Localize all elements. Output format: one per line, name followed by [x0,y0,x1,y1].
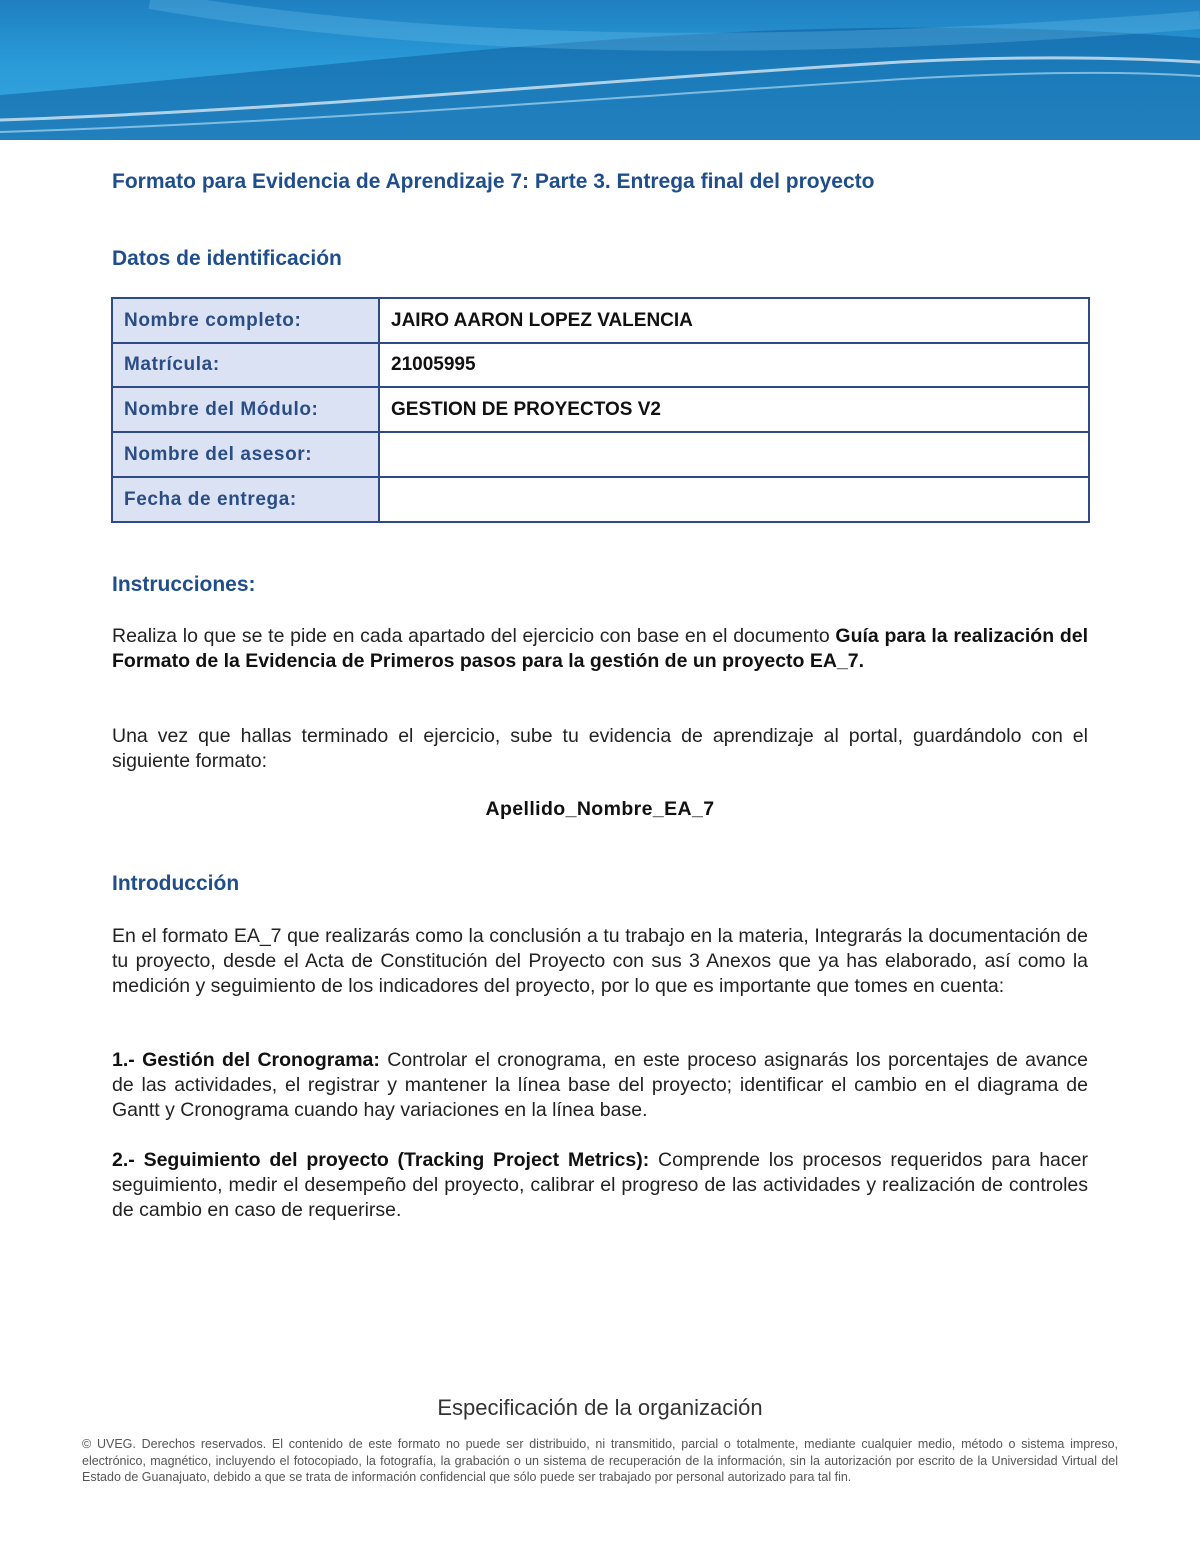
schedule-item-title: 1.- Gestión del Cronograma: [112,1049,380,1071]
full-name-value: JAIRO AARON LOPEZ VALENCIA [379,298,1089,343]
banner-wave-graphic [0,0,1200,140]
table-row [112,477,1089,522]
tracking-item [112,1148,1088,1223]
row-label: Nombre del asesor: [112,432,379,477]
table-row [112,343,1089,387]
enrollment-value: 21005995 [379,343,1089,387]
introduction-heading: Introducción [112,872,240,895]
upload-instructions: Una vez que hallas terminado el ejercicio, sube tu evidencia de aprendizaje al portal, guardándolo con el siguiente formato: [112,725,1088,772]
table-row [112,298,1089,343]
row-label: Fecha de entrega: [112,477,379,522]
table-row [112,432,1089,477]
schedule-item-text: Controlar el cronograma, en este proceso asignarás los porcentajes de avance de las actividades, el registrar y mantener la línea base del proyecto; identificar el cambio en el diagrama de Gantt y Cronograma cuando hay variaciones en la línea base. [112,1049,1088,1121]
tracking-item-title: 2.- Seguimiento del proyecto (Tracking Project Metrics): [112,1149,650,1171]
footer-legal-notice: © UVEG. Derechos reservados. El contenido de este formato no puede ser distribuido, ni transmitido, parcial o totalmente, mediante cualquier medio, método o sistema impreso, electrónico, magnético, incluyendo el fotocopiado, la fotografía, la grabación o un sistema de recuperación de la información, sin la autorización por escrito de la Universidad Virtual del Estado de Guanajuato, debido a que se trata de información confidencial que sólo puede ser trabajado por personal autorizado para tal fin. [82,1437,1118,1484]
guide-reference: Guía para la realización del Formato de la Evidencia de Primeros pasos para la gestión de un proyecto EA_7. [112,625,1089,672]
identification-table [111,297,1090,523]
schedule-item [112,1048,1088,1123]
footer-title: Especificación de la organización [437,1395,763,1420]
instructions-paragraph [112,624,1088,674]
instructions-text: Realiza lo que se te pide en cada apartado del ejercicio con base en el documento [112,625,836,647]
identification-heading: Datos de identificación [112,247,342,270]
tracking-item-text: Comprende los procesos requeridos para hacer seguimiento, medir el desempeño del proyecto, calibrar el progreso de las actividades y realización de controles de cambio en caso de requerirse. [112,1149,1088,1221]
advisor-value [379,432,1089,477]
row-label: Matrícula: [112,343,379,387]
document-title: Formato para Evidencia de Aprendizaje 7: Parte 3. Entrega final del proyecto [112,170,875,193]
header-banner [0,0,1200,140]
introduction-paragraph: En el formato EA_7 que realizarás como la conclusión a tu trabajo en la materia, Integrarás la documentación de tu proyecto, desde el Acta de Constitución del Proyecto con sus 3 Anexos que ya has elaborado, así como la medición y seguimiento de los indicadores del proyecto, por lo que es importante que tomes en cuenta: [112,925,1088,997]
row-label: Nombre del Módulo: [112,387,379,432]
filename-format: Apellido_Nombre_EA_7 [485,798,715,820]
table-row [112,387,1089,432]
delivery-date-value [379,477,1089,522]
module-value: GESTION DE PROYECTOS V2 [379,387,1089,432]
row-label: Nombre completo: [112,298,379,343]
instructions-heading: Instrucciones: [112,573,256,596]
